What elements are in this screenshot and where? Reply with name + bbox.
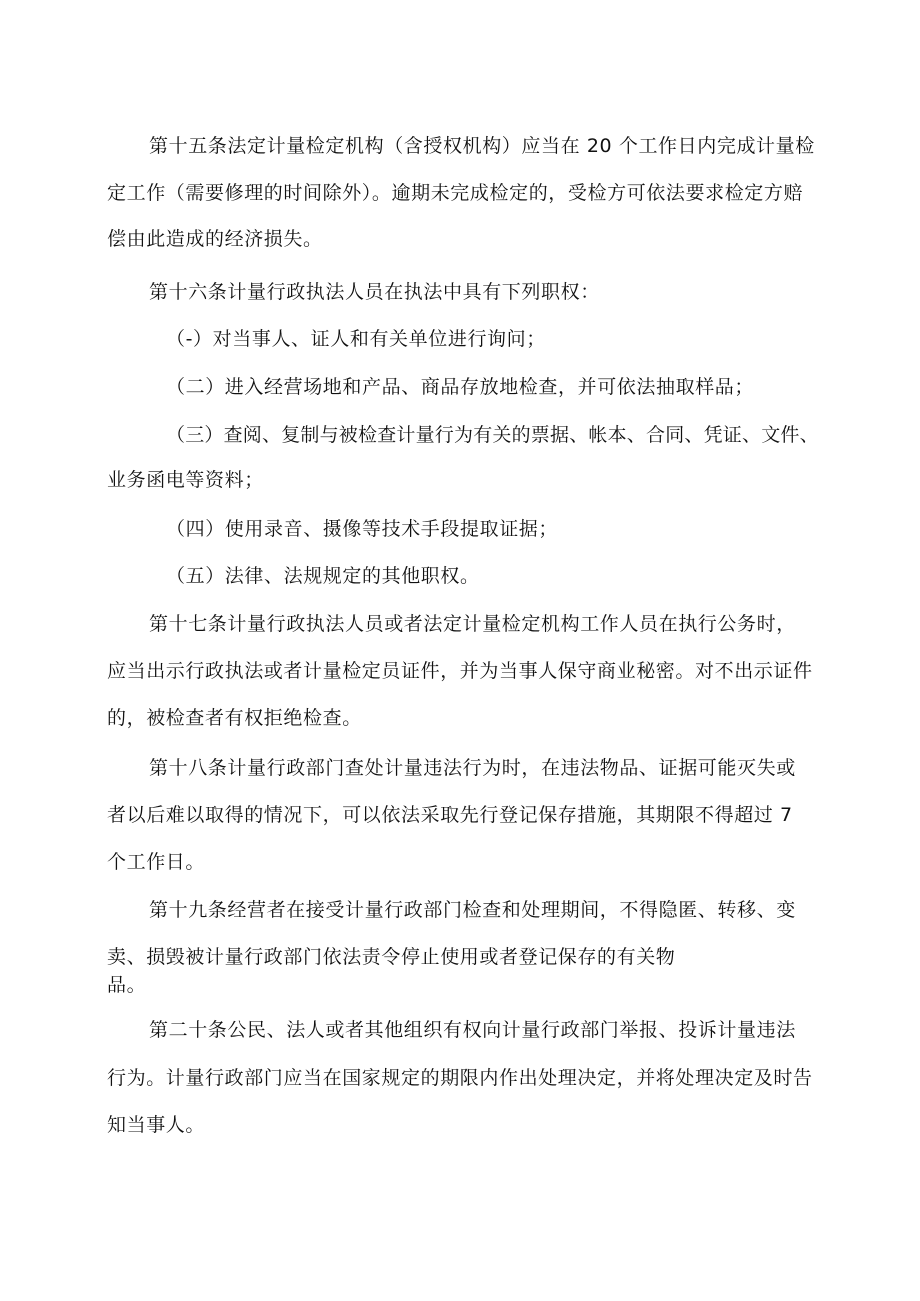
- article-20-line-1: [0, 1018, 920, 1042]
- article-15-line-3: [0, 227, 920, 251]
- text-line: 业务函电等资料；: [107, 469, 264, 491]
- text-line: 者以后难以取得的情况下，可以依法采取先行登记保存措施，其期限不得超过 7: [107, 804, 793, 826]
- text-line: 第十七条计量行政执法人员或者法定计量检定机构工作人员在执行公务时，: [149, 613, 796, 635]
- article-20-line-2: [0, 1066, 920, 1090]
- article-16-item-3: [0, 423, 920, 447]
- text-line: （四）使用录音、摄像等技术手段提取证据；: [166, 518, 559, 540]
- text-line: （三）查阅、复制与被检查计量行为有关的票据、帐本、合同、凭证、文件、: [166, 424, 819, 446]
- article-18-line-2: [0, 803, 920, 827]
- text-line: （二）进入经营场地和产品、商品存放地检查，并可依法抽取样品；: [166, 376, 755, 398]
- text-line: 的，被检查者有权拒绝检查。: [107, 707, 362, 729]
- article-18-line-1: [0, 756, 920, 780]
- text-line: 第二十条公民、法人或者其他组织有权向计量行政部门举报、投诉计量违法: [149, 1019, 796, 1041]
- article-15-line-1: [0, 134, 920, 158]
- text-line: 第十八条计量行政部门查处计量违法行为时，在违法物品、证据可能灭失或: [149, 757, 796, 779]
- text-line: 知当事人。: [107, 1114, 206, 1136]
- article-16-item-2: [0, 375, 920, 399]
- article-19-line-1: [0, 898, 920, 922]
- text-line: 第十六条计量行政执法人员在执法中具有下列职权：: [149, 281, 600, 303]
- article-17-line-1: [0, 612, 920, 636]
- article-16-item-1: [0, 327, 920, 351]
- text-line: 行为。计量行政部门应当在国家规定的期限内作出处理决定，并将处理决定及时告: [107, 1067, 813, 1089]
- article-18-line-3: [0, 850, 920, 874]
- text-line: （五）法律、法规规定的其他职权。: [166, 565, 480, 587]
- text-line: 应当出示行政执法或者计量检定员证件，并为当事人保守商业秘密。对不出示证件: [107, 660, 813, 682]
- text-line: 个工作日。: [107, 851, 206, 873]
- article-16-item-4: [0, 517, 920, 541]
- text-line: 卖、损毁被计量行政部门依法责令停止使用或者登记保存的有关物: [107, 946, 676, 968]
- article-20-line-3: [0, 1113, 920, 1137]
- article-16-intro: [0, 280, 920, 304]
- article-16-item-5: [0, 564, 920, 588]
- article-19-line-2: [0, 945, 920, 969]
- text-line: 第十九条经营者在接受计量行政部门检查和处理期间，不得隐匿、转移、变: [149, 899, 796, 921]
- text-line: 第十五条法定计量检定机构（含授权机构）应当在 20 个工作日内完成计量检: [149, 135, 815, 157]
- article-17-line-3: [0, 706, 920, 730]
- article-19-line-3: [0, 973, 920, 997]
- text-line: 品。: [107, 974, 147, 996]
- text-line: 定工作（需要修理的时间除外）。逾期未完成检定的，受检方可依法要求检定方赔: [107, 182, 804, 204]
- article-17-line-2: [0, 659, 920, 683]
- text-line: （-）对当事人、证人和有关单位进行询问；: [166, 328, 546, 350]
- text-line: 偿由此造成的经济损失。: [107, 228, 323, 250]
- article-16-item-3-cont: [0, 468, 920, 492]
- article-15-line-2: [0, 181, 920, 205]
